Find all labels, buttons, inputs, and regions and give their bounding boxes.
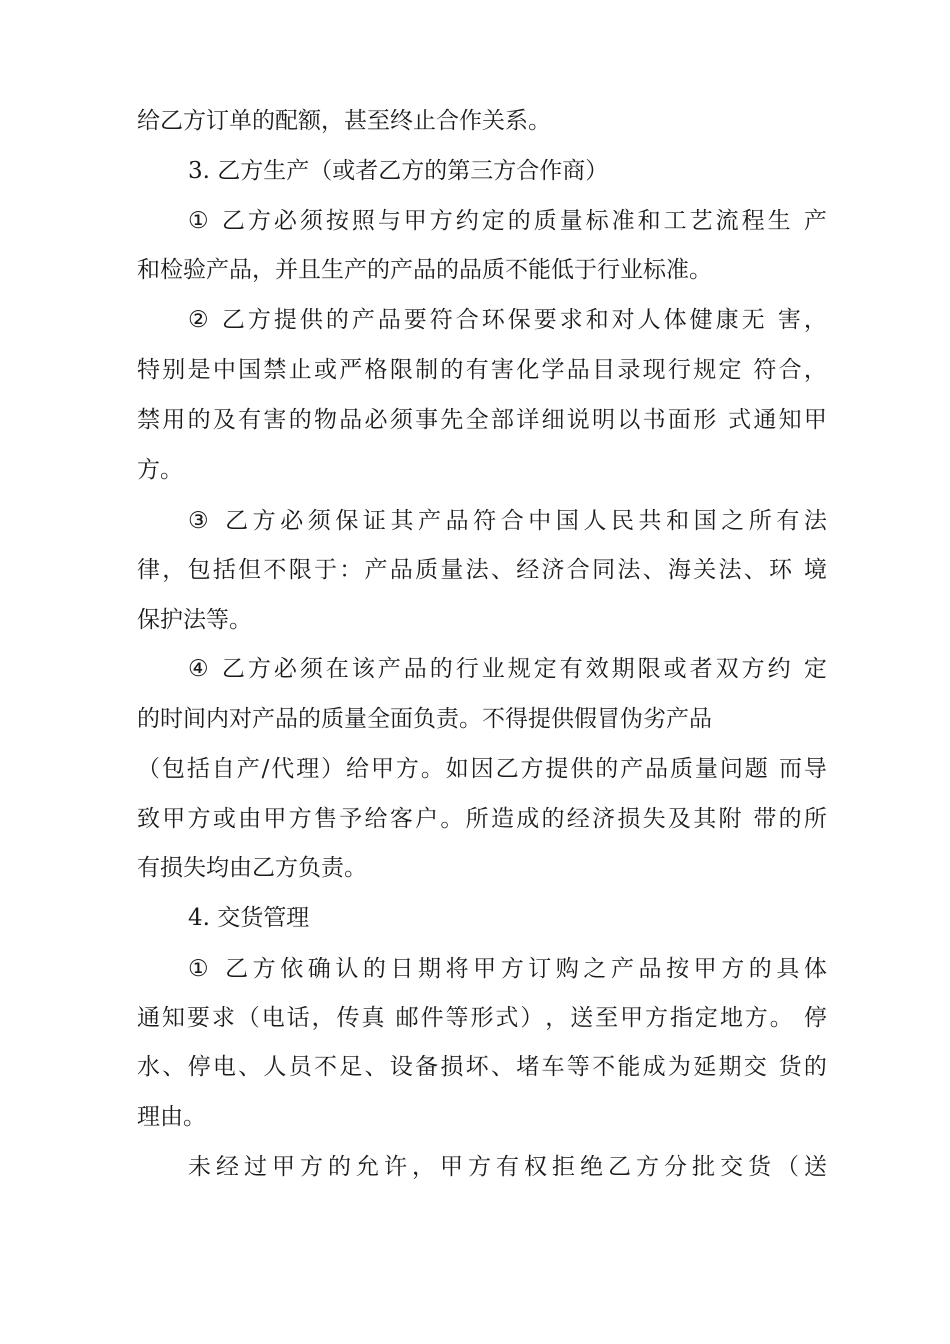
text-line: ① 乙 方 必 须 按 照 与 甲 方 约 定 的 质 量 标 准 和 工 艺 流 程 生 产 bbox=[188, 208, 827, 234]
text-line: 水 、 停 电 、 人 员 不 足 、 设 备 损 坏 、 堵 车 等 不 能 成 为 延 期 交 货 的 bbox=[137, 1054, 827, 1080]
text-line: （ 包 括 自 产 / 代 理 ） 给 甲 方 。 如 因 乙 方 提 供 的 产 品 质 量 问 题 而 导 bbox=[137, 756, 827, 782]
text-line: 理由。 bbox=[137, 1104, 206, 1130]
text-line: 给乙方订单的配额，甚至终止合作关系。 bbox=[137, 108, 551, 134]
text-line: 致 甲 方 或 由 甲 方 售 予 给 客 户 。 所 造 成 的 经 济 损 失 及 其 附 带 的 所 bbox=[137, 806, 827, 832]
text-line: 通 知 要 求 （ 电 话 ， 传 真 邮 件 等 形 式 ） ， 送 至 甲 方 指 定 地 方 。 停 bbox=[137, 1005, 827, 1031]
text-line: ① 乙 方 依 确 认 的 日 期 将 甲 方 订 购 之 产 品 按 甲 方 的 具 体 bbox=[188, 956, 827, 982]
text-line: 的时间内对产品的质量全面负责。不得提供假冒伪劣产品 bbox=[137, 706, 712, 732]
text-line: ④ 乙 方 必 须 在 该 产 品 的 行 业 规 定 有 效 期 限 或 者 双 方 约 定 bbox=[188, 656, 827, 682]
text-line: 未 经 过 甲 方 的 允 许 ， 甲 方 有 权 拒 绝 乙 方 分 批 交 货 （ 送 bbox=[188, 1154, 827, 1180]
text-line: ② 乙 方 提 供 的 产 品 要 符 合 环 保 要 求 和 对 人 体 健 康 无 害 ， bbox=[188, 307, 827, 333]
section-heading: 3. 乙方生产（或者乙方的第三方合作商） bbox=[188, 158, 609, 184]
text-line: 有损失均由乙方负责。 bbox=[137, 855, 367, 881]
text-line: 保护法等。 bbox=[137, 607, 252, 633]
text-line: 和检验产品，并且生产的产品的品质不能低于行业标准。 bbox=[137, 257, 712, 283]
text-line: 特 别 是 中 国 禁 止 或 严 格 限 制 的 有 害 化 学 品 目 录 现 行 规 定 符 合 ， bbox=[137, 357, 827, 383]
section-heading: 4. 交货管理 bbox=[188, 905, 310, 931]
text-line: 方。 bbox=[137, 457, 183, 483]
text-line: 禁 用 的 及 有 害 的 物 品 必 须 事 先 全 部 详 细 说 明 以 书 面 形 式 通 知 甲 bbox=[137, 407, 827, 433]
text-line: ③ 乙 方 必 须 保 证 其 产 品 符 合 中 国 人 民 共 和 国 之 所 有 法 bbox=[188, 508, 827, 534]
text-line: 律 ， 包 括 但 不 限 于 ： 产 品 质 量 法 、 经 济 合 同 法 、 海 关 法 、 环 境 bbox=[137, 557, 827, 583]
